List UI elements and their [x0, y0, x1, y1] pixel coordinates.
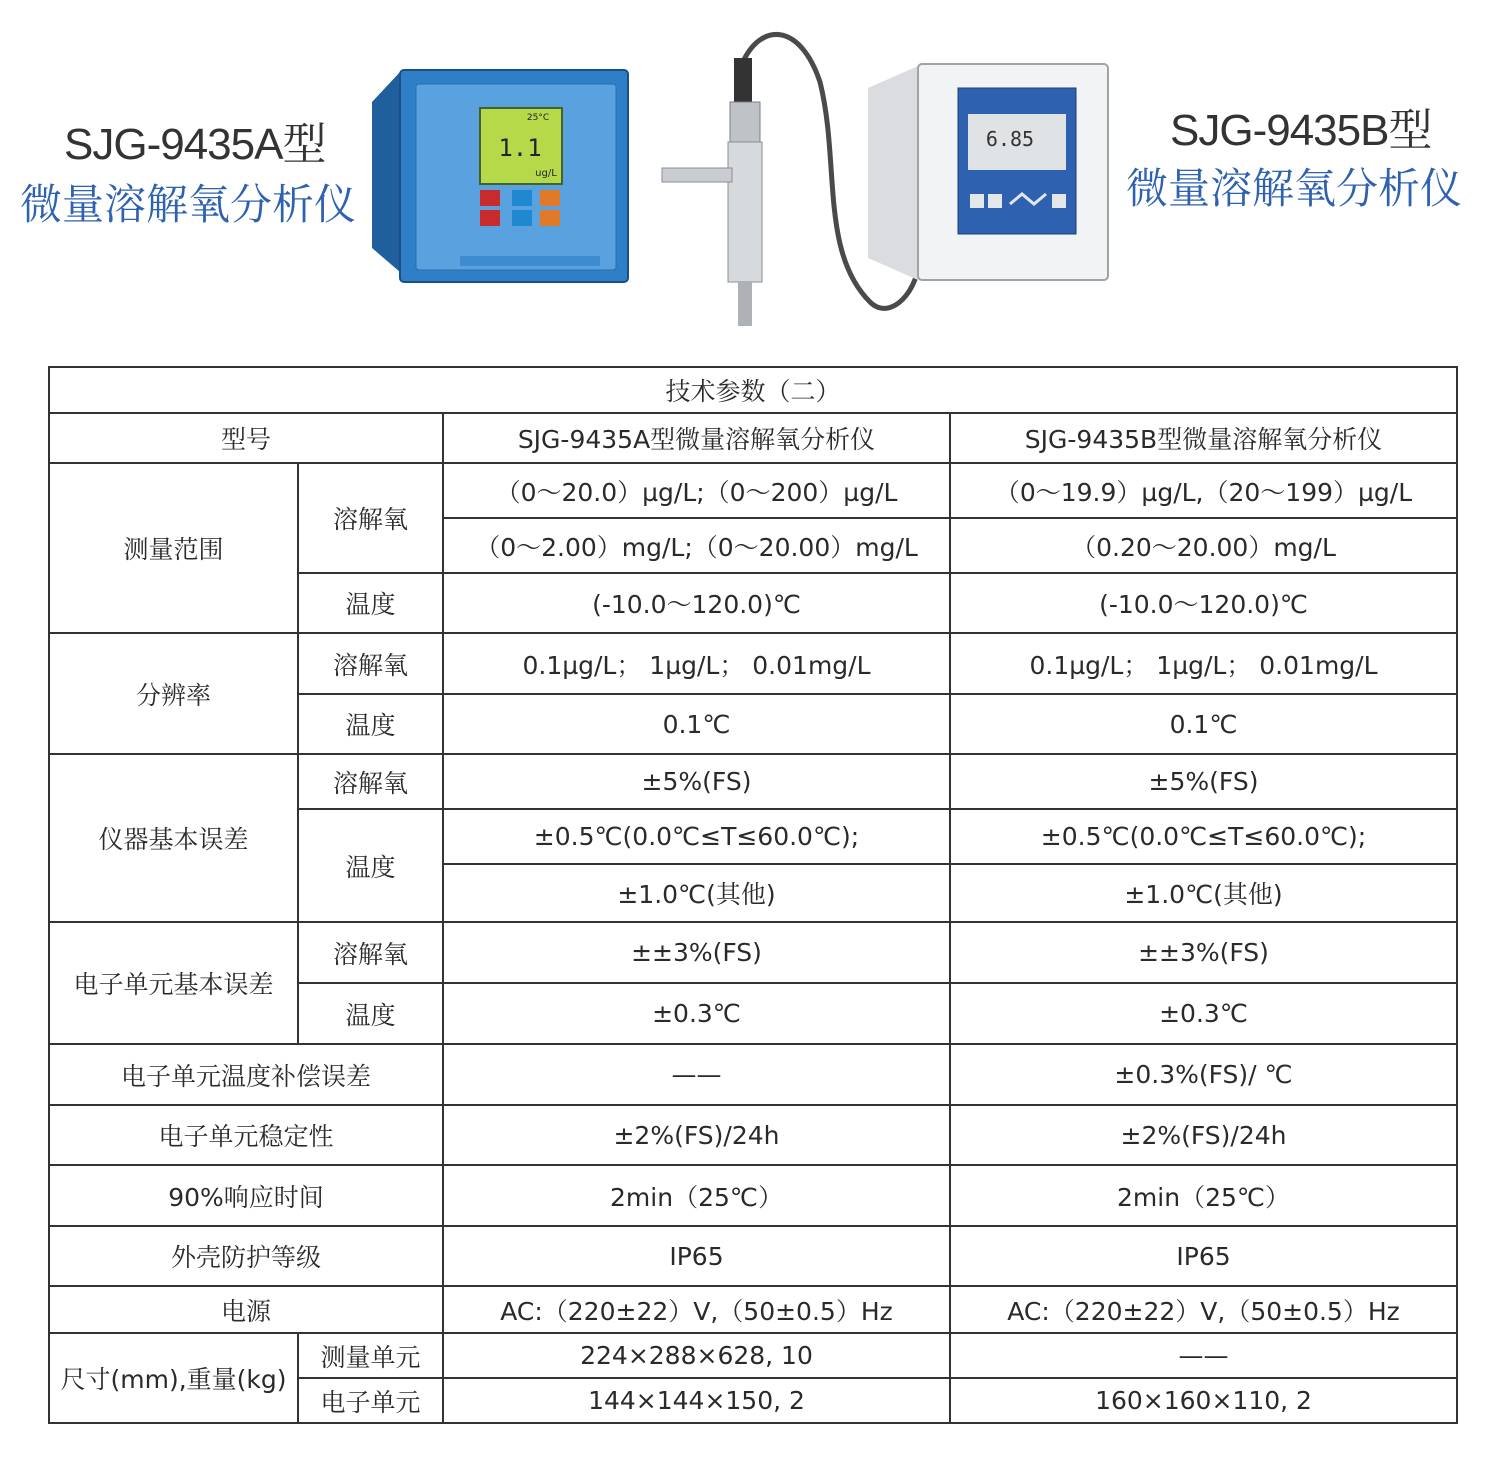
instrument-do-label: 溶解氧 — [298, 754, 443, 809]
resolution-temp-a: 0.1℃ — [443, 694, 950, 754]
power-b: AC:（220±22）V,（50±0.5）Hz — [950, 1286, 1457, 1333]
device-a-unit: ug/L — [535, 168, 557, 179]
power-a: AC:（220±22）V,（50±0.5）Hz — [443, 1286, 950, 1333]
measure-do-b2: （0.20～20.00）mg/L — [950, 518, 1457, 573]
measure-do-a2: （0～2.00）mg/L;（0～20.00）mg/L — [443, 518, 950, 573]
stability-a: ±2%(FS)/24h — [443, 1105, 950, 1165]
device-a-image — [372, 62, 630, 284]
model-b-name: 微量溶解氧分析仪 — [1126, 164, 1463, 213]
electronic-do-a: ±±3%(FS) — [443, 922, 950, 983]
model-a-name: 微量溶解氧分析仪 — [20, 180, 357, 229]
table-title: 技术参数（二） — [49, 367, 1457, 413]
size-measure-a: 224×288×628, 10 — [443, 1333, 950, 1378]
size-elec-a: 144×144×150, 2 — [443, 1378, 950, 1423]
stability-b: ±2%(FS)/24h — [950, 1105, 1457, 1165]
temp-comp-a: —— — [443, 1044, 950, 1105]
spec-table — [48, 366, 1458, 1424]
size-elec-label: 电子单元 — [298, 1378, 443, 1423]
measure-do-label: 溶解氧 — [298, 463, 443, 573]
device-a-reading: 1.1 — [498, 134, 542, 162]
instrument-do-b: ±5%(FS) — [950, 754, 1457, 809]
instrument-temp-b1: ±0.5℃(0.0℃≤T≤60.0℃); — [950, 809, 1457, 864]
power-label: 电源 — [49, 1286, 443, 1333]
model-a-title: SJG-9435A型 — [64, 120, 326, 169]
instrument-do-a: ±5%(FS) — [443, 754, 950, 809]
resolution-do-a: 0.1µg/L； 1µg/L； 0.01mg/L — [443, 633, 950, 694]
size-measure-b: —— — [950, 1333, 1457, 1378]
response-label: 90%响应时间 — [49, 1165, 443, 1226]
response-b: 2min（25℃） — [950, 1165, 1457, 1226]
device-b-image — [868, 58, 1112, 284]
measure-do-b1: （0～19.9）µg/L,（20～199）µg/L — [950, 463, 1457, 518]
temp-comp-b: ±0.3%(FS)/ ℃ — [950, 1044, 1457, 1105]
size-label: 尺寸(mm),重量(kg) — [49, 1333, 298, 1423]
size-measure-label: 测量单元 — [298, 1333, 443, 1378]
model-a-cell: SJG-9435A型微量溶解氧分析仪 — [443, 413, 950, 463]
instrument-temp-label: 温度 — [298, 809, 443, 922]
response-a: 2min（25℃） — [443, 1165, 950, 1226]
instrument-temp-a1: ±0.5℃(0.0℃≤T≤60.0℃); — [443, 809, 950, 864]
device-b-reading: 6.85 — [985, 127, 1035, 151]
instrument-error-label: 仪器基本误差 — [49, 754, 298, 922]
resolution-temp-label: 温度 — [298, 694, 443, 754]
electronic-do-b: ±±3%(FS) — [950, 922, 1457, 983]
protection-label: 外壳防护等级 — [49, 1226, 443, 1286]
model-b-cell: SJG-9435B型微量溶解氧分析仪 — [950, 413, 1457, 463]
electronic-temp-label: 温度 — [298, 983, 443, 1044]
stability-label: 电子单元稳定性 — [49, 1105, 443, 1165]
measure-do-a1: （0～20.0）µg/L;（0～200）µg/L — [443, 463, 950, 518]
size-elec-b: 160×160×110, 2 — [950, 1378, 1457, 1423]
electronic-do-label: 溶解氧 — [298, 922, 443, 983]
resolution-label: 分辨率 — [49, 633, 298, 754]
measure-temp-b: (-10.0～120.0)℃ — [950, 573, 1457, 633]
resolution-do-b: 0.1µg/L； 1µg/L； 0.01mg/L — [950, 633, 1457, 694]
measure-temp-label: 温度 — [298, 573, 443, 633]
protection-a: IP65 — [443, 1226, 950, 1286]
electronic-temp-b: ±0.3℃ — [950, 983, 1457, 1044]
protection-b: IP65 — [950, 1226, 1457, 1286]
device-a-temp: 25°C — [526, 113, 550, 123]
electronic-error-label: 电子单元基本误差 — [49, 922, 298, 1044]
measure-range-label: 测量范围 — [49, 463, 298, 633]
model-label: 型号 — [49, 413, 443, 463]
electronic-temp-a: ±0.3℃ — [443, 983, 950, 1044]
temp-comp-label: 电子单元温度补偿误差 — [49, 1044, 443, 1105]
instrument-temp-a2: ±1.0℃(其他) — [443, 864, 950, 922]
resolution-temp-b: 0.1℃ — [950, 694, 1457, 754]
instrument-temp-b2: ±1.0℃(其他) — [950, 864, 1457, 922]
measure-temp-a: (-10.0～120.0)℃ — [443, 573, 950, 633]
model-b-title: SJG-9435B型 — [1170, 106, 1432, 155]
resolution-do-label: 溶解氧 — [298, 633, 443, 694]
